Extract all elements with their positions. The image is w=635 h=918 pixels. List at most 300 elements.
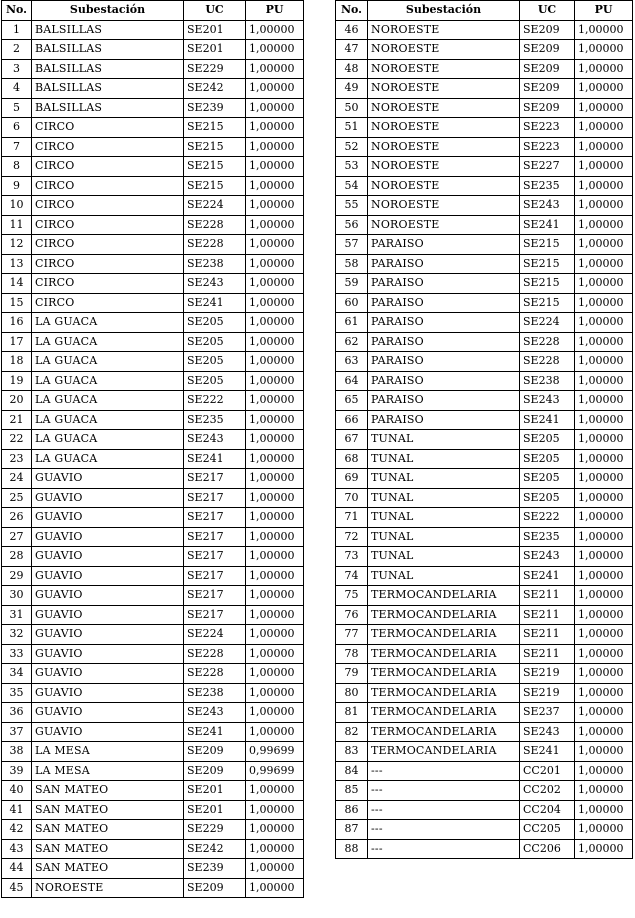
cell-pu: 1,00000 (246, 332, 304, 352)
table-row (2, 664, 304, 684)
cell-subestacion: NOROESTE (368, 196, 520, 216)
cell-uc: SE217 (184, 605, 246, 625)
cell-subestacion: BALSILLAS (32, 40, 184, 60)
cell-no: 50 (336, 98, 368, 118)
cell-subestacion: GUAVIO (32, 644, 184, 664)
cell-uc: SE209 (520, 59, 575, 79)
cell-no: 36 (2, 703, 32, 723)
cell-no: 46 (336, 20, 368, 40)
cell-pu: 1,00000 (246, 410, 304, 430)
cell-uc: SE242 (184, 79, 246, 99)
cell-no: 51 (336, 118, 368, 138)
cell-subestacion: TERMOCANDELARIA (368, 742, 520, 762)
cell-no: 11 (2, 215, 32, 235)
header-pu: PU (575, 1, 633, 21)
table-row (336, 410, 633, 430)
table-row (336, 430, 633, 450)
cell-uc: SE242 (184, 839, 246, 859)
table-row (336, 605, 633, 625)
cell-uc: SE205 (520, 449, 575, 469)
cell-no: 83 (336, 742, 368, 762)
table-row (336, 79, 633, 99)
cell-pu: 1,00000 (575, 820, 633, 840)
cell-pu: 1,00000 (246, 878, 304, 898)
cell-pu: 1,00000 (575, 79, 633, 99)
cell-subestacion: LA GUACA (32, 371, 184, 391)
cell-no: 61 (336, 313, 368, 333)
cell-uc: SE227 (520, 157, 575, 177)
table-header-row (2, 1, 304, 21)
cell-no: 66 (336, 410, 368, 430)
cell-subestacion: GUAVIO (32, 605, 184, 625)
cell-pu: 1,00000 (246, 839, 304, 859)
table-row (2, 430, 304, 450)
cell-no: 26 (2, 508, 32, 528)
cell-uc: SE205 (184, 332, 246, 352)
cell-no: 85 (336, 781, 368, 801)
table-row (336, 644, 633, 664)
cell-no: 47 (336, 40, 368, 60)
table-row (336, 449, 633, 469)
header-uc: UC (520, 1, 575, 21)
table-row (336, 391, 633, 411)
cell-pu: 1,00000 (575, 547, 633, 567)
cell-uc: SE228 (520, 352, 575, 372)
cell-no: 65 (336, 391, 368, 411)
cell-uc: SE235 (520, 527, 575, 547)
cell-uc: SE228 (184, 644, 246, 664)
table-row (2, 332, 304, 352)
cell-pu: 1,00000 (246, 508, 304, 528)
table-row (336, 781, 633, 801)
table-row (2, 644, 304, 664)
cell-subestacion: GUAVIO (32, 722, 184, 742)
cell-subestacion: TERMOCANDELARIA (368, 683, 520, 703)
cell-subestacion: NOROESTE (32, 878, 184, 898)
cell-uc: SE217 (184, 469, 246, 489)
cell-no: 31 (2, 605, 32, 625)
cell-no: 88 (336, 839, 368, 859)
cell-subestacion: LA GUACA (32, 352, 184, 372)
cell-subestacion: LA MESA (32, 761, 184, 781)
cell-subestacion: LA GUACA (32, 313, 184, 333)
cell-pu: 1,00000 (575, 508, 633, 528)
cell-pu: 1,00000 (575, 430, 633, 450)
table-row (2, 410, 304, 430)
cell-subestacion: CIRCO (32, 274, 184, 294)
cell-pu: 1,00000 (246, 722, 304, 742)
cell-subestacion: TUNAL (368, 508, 520, 528)
cell-uc: SE211 (520, 625, 575, 645)
cell-uc: SE219 (520, 664, 575, 684)
cell-no: 10 (2, 196, 32, 216)
cell-subestacion: GUAVIO (32, 547, 184, 567)
header-no: No. (2, 1, 32, 21)
cell-no: 72 (336, 527, 368, 547)
cell-subestacion: PARAISO (368, 371, 520, 391)
header-no: No. (336, 1, 368, 21)
header-subestacion: Subestación (32, 1, 184, 21)
cell-uc: SE238 (184, 254, 246, 274)
cell-pu: 1,00000 (246, 781, 304, 801)
cell-pu: 1,00000 (575, 488, 633, 508)
cell-subestacion: GUAVIO (32, 586, 184, 606)
cell-pu: 1,00000 (246, 800, 304, 820)
cell-uc: SE217 (184, 527, 246, 547)
cell-no: 70 (336, 488, 368, 508)
table-row (336, 664, 633, 684)
cell-pu: 1,00000 (575, 274, 633, 294)
table-row (2, 761, 304, 781)
cell-uc: SE237 (520, 703, 575, 723)
cell-uc: SE217 (184, 547, 246, 567)
cell-no: 3 (2, 59, 32, 79)
cell-uc: SE224 (184, 625, 246, 645)
table-row (336, 703, 633, 723)
cell-subestacion: GUAVIO (32, 703, 184, 723)
cell-subestacion: CIRCO (32, 176, 184, 196)
table-row (336, 235, 633, 255)
cell-subestacion: TUNAL (368, 430, 520, 450)
cell-subestacion: --- (368, 761, 520, 781)
cell-pu: 1,00000 (575, 527, 633, 547)
cell-uc: SE239 (184, 859, 246, 879)
cell-no: 1 (2, 20, 32, 40)
cell-no: 41 (2, 800, 32, 820)
cell-no: 8 (2, 157, 32, 177)
cell-no: 87 (336, 820, 368, 840)
cell-subestacion: TUNAL (368, 566, 520, 586)
cell-subestacion: GUAVIO (32, 508, 184, 528)
table-row (2, 176, 304, 196)
table-row (2, 586, 304, 606)
cell-no: 52 (336, 137, 368, 157)
cell-uc: SE241 (184, 722, 246, 742)
cell-no: 69 (336, 469, 368, 489)
cell-subestacion: CIRCO (32, 137, 184, 157)
cell-pu: 1,00000 (246, 254, 304, 274)
table-row (2, 878, 304, 898)
table-row (336, 40, 633, 60)
cell-pu: 1,00000 (575, 293, 633, 313)
cell-subestacion: CIRCO (32, 215, 184, 235)
cell-subestacion: NOROESTE (368, 176, 520, 196)
cell-subestacion: GUAVIO (32, 683, 184, 703)
cell-no: 53 (336, 157, 368, 177)
cell-subestacion: NOROESTE (368, 59, 520, 79)
cell-uc: SE243 (184, 703, 246, 723)
cell-no: 20 (2, 391, 32, 411)
table-row (2, 352, 304, 372)
cell-no: 23 (2, 449, 32, 469)
cell-pu: 1,00000 (246, 820, 304, 840)
cell-uc: SE243 (184, 430, 246, 450)
cell-no: 16 (2, 313, 32, 333)
cell-pu: 1,00000 (575, 644, 633, 664)
cell-no: 71 (336, 508, 368, 528)
table-row (336, 683, 633, 703)
cell-subestacion: LA GUACA (32, 410, 184, 430)
cell-subestacion: LA GUACA (32, 449, 184, 469)
cell-no: 4 (2, 79, 32, 99)
cell-uc: SE219 (520, 683, 575, 703)
table-row (2, 839, 304, 859)
cell-subestacion: TUNAL (368, 449, 520, 469)
cell-subestacion: SAN MATEO (32, 800, 184, 820)
cell-uc: SE211 (520, 644, 575, 664)
cell-no: 25 (2, 488, 32, 508)
table-row (2, 157, 304, 177)
table-row (2, 98, 304, 118)
cell-subestacion: LA GUACA (32, 391, 184, 411)
cell-uc: SE235 (184, 410, 246, 430)
cell-subestacion: BALSILLAS (32, 79, 184, 99)
table-row (336, 157, 633, 177)
cell-pu: 1,00000 (246, 469, 304, 489)
table-row (2, 547, 304, 567)
cell-subestacion: PARAISO (368, 313, 520, 333)
cell-pu: 1,00000 (575, 605, 633, 625)
cell-pu: 1,00000 (575, 40, 633, 60)
cell-pu: 1,00000 (575, 176, 633, 196)
cell-pu: 1,00000 (246, 59, 304, 79)
cell-uc: SE228 (184, 664, 246, 684)
cell-no: 67 (336, 430, 368, 450)
cell-pu: 1,00000 (575, 254, 633, 274)
table-row (336, 254, 633, 274)
cell-pu: 1,00000 (575, 683, 633, 703)
cell-no: 48 (336, 59, 368, 79)
cell-pu: 1,00000 (575, 118, 633, 138)
cell-uc: SE201 (184, 20, 246, 40)
cell-subestacion: TERMOCANDELARIA (368, 722, 520, 742)
cell-uc: SE241 (520, 215, 575, 235)
cell-uc: SE228 (184, 215, 246, 235)
cell-uc: SE215 (184, 157, 246, 177)
cell-no: 86 (336, 800, 368, 820)
cell-uc: SE241 (520, 566, 575, 586)
cell-pu: 1,00000 (246, 40, 304, 60)
cell-uc: SE209 (520, 79, 575, 99)
cell-pu: 1,00000 (575, 20, 633, 40)
cell-subestacion: BALSILLAS (32, 59, 184, 79)
cell-no: 49 (336, 79, 368, 99)
cell-subestacion: GUAVIO (32, 469, 184, 489)
cell-subestacion: TERMOCANDELARIA (368, 644, 520, 664)
cell-uc: SE241 (184, 449, 246, 469)
cell-subestacion: --- (368, 820, 520, 840)
cell-no: 62 (336, 332, 368, 352)
cell-uc: SE224 (520, 313, 575, 333)
cell-uc: SE215 (520, 254, 575, 274)
cell-pu: 1,00000 (246, 274, 304, 294)
cell-subestacion: TUNAL (368, 527, 520, 547)
cell-pu: 1,00000 (575, 235, 633, 255)
cell-uc: SE243 (184, 274, 246, 294)
cell-subestacion: TERMOCANDELARIA (368, 664, 520, 684)
cell-no: 28 (2, 547, 32, 567)
table-row (336, 839, 633, 859)
cell-no: 77 (336, 625, 368, 645)
table-row (336, 313, 633, 333)
cell-no: 44 (2, 859, 32, 879)
cell-pu: 1,00000 (575, 137, 633, 157)
table-row (336, 469, 633, 489)
table-row (2, 722, 304, 742)
cell-no: 60 (336, 293, 368, 313)
table-row (336, 761, 633, 781)
cell-subestacion: --- (368, 781, 520, 801)
header-uc: UC (184, 1, 246, 21)
cell-subestacion: NOROESTE (368, 79, 520, 99)
cell-no: 27 (2, 527, 32, 547)
cell-no: 12 (2, 235, 32, 255)
cell-uc: SE223 (520, 118, 575, 138)
cell-subestacion: PARAISO (368, 332, 520, 352)
cell-pu: 1,00000 (575, 586, 633, 606)
table-row (336, 137, 633, 157)
cell-no: 2 (2, 40, 32, 60)
cell-no: 39 (2, 761, 32, 781)
cell-subestacion: NOROESTE (368, 40, 520, 60)
table-row (2, 820, 304, 840)
cell-pu: 1,00000 (246, 176, 304, 196)
cell-subestacion: NOROESTE (368, 20, 520, 40)
cell-subestacion: GUAVIO (32, 625, 184, 645)
cell-no: 76 (336, 605, 368, 625)
table-row (336, 508, 633, 528)
table-row (336, 547, 633, 567)
cell-subestacion: LA GUACA (32, 332, 184, 352)
cell-no: 75 (336, 586, 368, 606)
cell-pu: 1,00000 (575, 664, 633, 684)
header-pu: PU (246, 1, 304, 21)
table-row (336, 352, 633, 372)
cell-pu: 1,00000 (246, 527, 304, 547)
cell-pu: 1,00000 (575, 98, 633, 118)
cell-pu: 1,00000 (575, 781, 633, 801)
cell-subestacion: GUAVIO (32, 488, 184, 508)
cell-no: 74 (336, 566, 368, 586)
cell-no: 55 (336, 196, 368, 216)
cell-pu: 1,00000 (246, 215, 304, 235)
cell-pu: 1,00000 (575, 703, 633, 723)
cell-pu: 1,00000 (246, 391, 304, 411)
cell-uc: SE243 (520, 196, 575, 216)
cell-subestacion: CIRCO (32, 157, 184, 177)
cell-pu: 1,00000 (575, 625, 633, 645)
cell-uc: SE238 (520, 371, 575, 391)
table-row (2, 566, 304, 586)
cell-uc: SE217 (184, 586, 246, 606)
table-row (336, 332, 633, 352)
cell-uc: SE209 (184, 878, 246, 898)
cell-subestacion: GUAVIO (32, 566, 184, 586)
cell-pu: 1,00000 (246, 488, 304, 508)
table-row (336, 527, 633, 547)
header-subestacion: Subestación (368, 1, 520, 21)
table-row (336, 274, 633, 294)
table-row (2, 137, 304, 157)
table-row (2, 20, 304, 40)
cell-no: 78 (336, 644, 368, 664)
table-row (336, 371, 633, 391)
cell-pu: 1,00000 (246, 137, 304, 157)
cell-uc: SE201 (184, 40, 246, 60)
table-row (2, 196, 304, 216)
table-row (2, 254, 304, 274)
table-row (336, 820, 633, 840)
cell-pu: 1,00000 (246, 664, 304, 684)
cell-uc: CC204 (520, 800, 575, 820)
cell-subestacion: CIRCO (32, 235, 184, 255)
cell-no: 15 (2, 293, 32, 313)
cell-uc: SE217 (184, 488, 246, 508)
table-row (2, 527, 304, 547)
cell-pu: 1,00000 (246, 547, 304, 567)
cell-pu: 1,00000 (575, 313, 633, 333)
cell-pu: 1,00000 (575, 742, 633, 762)
cell-no: 18 (2, 352, 32, 372)
cell-no: 59 (336, 274, 368, 294)
cell-uc: SE201 (184, 781, 246, 801)
table-row (2, 118, 304, 138)
table-row (336, 625, 633, 645)
cell-uc: SE224 (184, 196, 246, 216)
table-row (2, 449, 304, 469)
table-row (2, 313, 304, 333)
cell-pu: 1,00000 (246, 644, 304, 664)
cell-uc: SE243 (520, 547, 575, 567)
table-row (2, 215, 304, 235)
cell-subestacion: PARAISO (368, 254, 520, 274)
cell-no: 40 (2, 781, 32, 801)
table-body-left (2, 20, 304, 898)
cell-subestacion: CIRCO (32, 196, 184, 216)
cell-uc: SE243 (520, 391, 575, 411)
cell-subestacion: GUAVIO (32, 664, 184, 684)
table-row (336, 722, 633, 742)
cell-uc: SE215 (184, 137, 246, 157)
cell-uc: SE243 (520, 722, 575, 742)
cell-uc: SE209 (184, 761, 246, 781)
cell-uc: SE211 (520, 586, 575, 606)
table-row (2, 371, 304, 391)
cell-no: 82 (336, 722, 368, 742)
cell-pu: 1,00000 (246, 859, 304, 879)
cell-subestacion: PARAISO (368, 391, 520, 411)
cell-uc: SE205 (520, 488, 575, 508)
cell-pu: 0,99699 (246, 742, 304, 762)
cell-pu: 1,00000 (246, 625, 304, 645)
cell-subestacion: TUNAL (368, 469, 520, 489)
cell-uc: SE223 (520, 137, 575, 157)
cell-pu: 1,00000 (575, 839, 633, 859)
cell-subestacion: NOROESTE (368, 137, 520, 157)
table-row (336, 742, 633, 762)
table-body-right (336, 20, 633, 859)
cell-subestacion: NOROESTE (368, 118, 520, 138)
cell-pu: 1,00000 (246, 118, 304, 138)
cell-no: 17 (2, 332, 32, 352)
cell-no: 73 (336, 547, 368, 567)
cell-pu: 1,00000 (575, 157, 633, 177)
cell-no: 35 (2, 683, 32, 703)
cell-no: 45 (2, 878, 32, 898)
cell-no: 34 (2, 664, 32, 684)
cell-pu: 1,00000 (246, 157, 304, 177)
cell-subestacion: SAN MATEO (32, 781, 184, 801)
